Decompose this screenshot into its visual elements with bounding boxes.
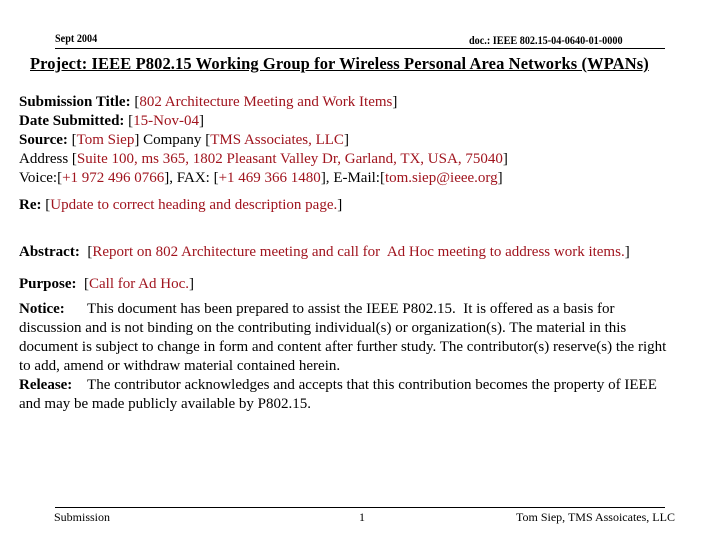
notice-line-2: discussion and is not binding on the contributing individual(s) or organization(s). The material in this: [19, 320, 627, 336]
fax: +1 469 366 1480: [218, 170, 321, 186]
date-submitted: 15-Nov-04: [133, 113, 199, 129]
release-line-2: and may be made publicly available by P802.15.: [19, 396, 312, 412]
label: FAX:: [176, 170, 210, 186]
source-line: Source: [Tom Siep] Company [TMS Associates, LLC]: [19, 132, 349, 148]
notice-label: Notice:: [19, 301, 65, 317]
footer-right: Tom Siep, TMS Assoicates, LLC: [516, 510, 675, 524]
release-line-1: [19, 376, 657, 395]
source-name: Tom Siep: [76, 132, 135, 148]
label: Re:: [19, 197, 42, 213]
label: Voice:: [19, 170, 58, 186]
footer-page-number: 1: [359, 510, 365, 524]
label: Date Submitted:: [19, 113, 125, 129]
label: Purpose:: [19, 276, 77, 292]
submission-title: 802 Architecture Meeting and Work Items: [139, 94, 393, 110]
label: Abstract:: [19, 244, 80, 260]
address-line: Address [Suite 100, ms 365, 1802 Pleasant Valley Dr, Garland, TX, USA, 75040]: [19, 151, 508, 167]
submission-title-line: Submission Title: [802 Architecture Meeting and Work Items]: [19, 94, 398, 110]
notice-text: This document has been prepared to assist the IEEE P802.15. It is offered as a basis for: [87, 301, 615, 317]
date-line: Date Submitted: [15-Nov-04]: [19, 113, 204, 129]
footer-rule: [55, 507, 665, 508]
company: TMS Associates, LLC: [210, 132, 344, 148]
email: tom.siep@ieee.org: [384, 170, 498, 186]
label: E-Mail:: [333, 170, 380, 186]
notice-line-1: [19, 300, 615, 319]
header-date: Sept 2004: [55, 31, 98, 45]
release-text: The contributor acknowledges and accepts that this contribution becomes the property of IEEE: [87, 377, 657, 393]
release-label: Release:: [19, 377, 73, 393]
label: Submission Title:: [19, 94, 131, 110]
page-title: Project: IEEE P802.15 Working Group for Wireless Personal Area Networks (WPANs): [30, 54, 649, 73]
voice: +1 972 496 0766: [62, 170, 165, 186]
notice-line-4: to add, amend or withdraw material contained herein.: [19, 358, 341, 374]
notice-line-3: document is subject to change in form and content after further study. The contributor(s) reserve(s) the right: [19, 339, 667, 355]
re-line: Re: [Update to correct heading and description page.]: [19, 197, 343, 213]
address: Suite 100, ms 365, 1802 Pleasant Valley Dr, Garland, TX, USA, 75040: [76, 151, 503, 167]
label: Company: [143, 132, 202, 148]
re: Update to correct heading and description page.: [50, 197, 338, 213]
abstract: Report on 802 Architecture meeting and call for Ad Hoc meeting to address work items.: [92, 244, 625, 260]
contact-line: Voice:[+1 972 496 0766], FAX: [+1 469 366 1480], E-Mail:[tom.siep@ieee.org]: [19, 170, 503, 186]
footer-left: Submission: [54, 510, 111, 524]
header-doc-id: doc.: IEEE 802.15-04-0640-01-0000: [469, 33, 623, 47]
purpose-line: Purpose: [Call for Ad Hoc.]: [19, 276, 194, 292]
label: Source:: [19, 132, 68, 148]
purpose: Call for Ad Hoc.: [89, 276, 189, 292]
abstract-line: Abstract: [Report on 802 Architecture meeting and call for Ad Hoc meeting to address work items.]: [19, 244, 630, 260]
header-rule: [55, 48, 665, 49]
label: Address: [19, 151, 69, 167]
